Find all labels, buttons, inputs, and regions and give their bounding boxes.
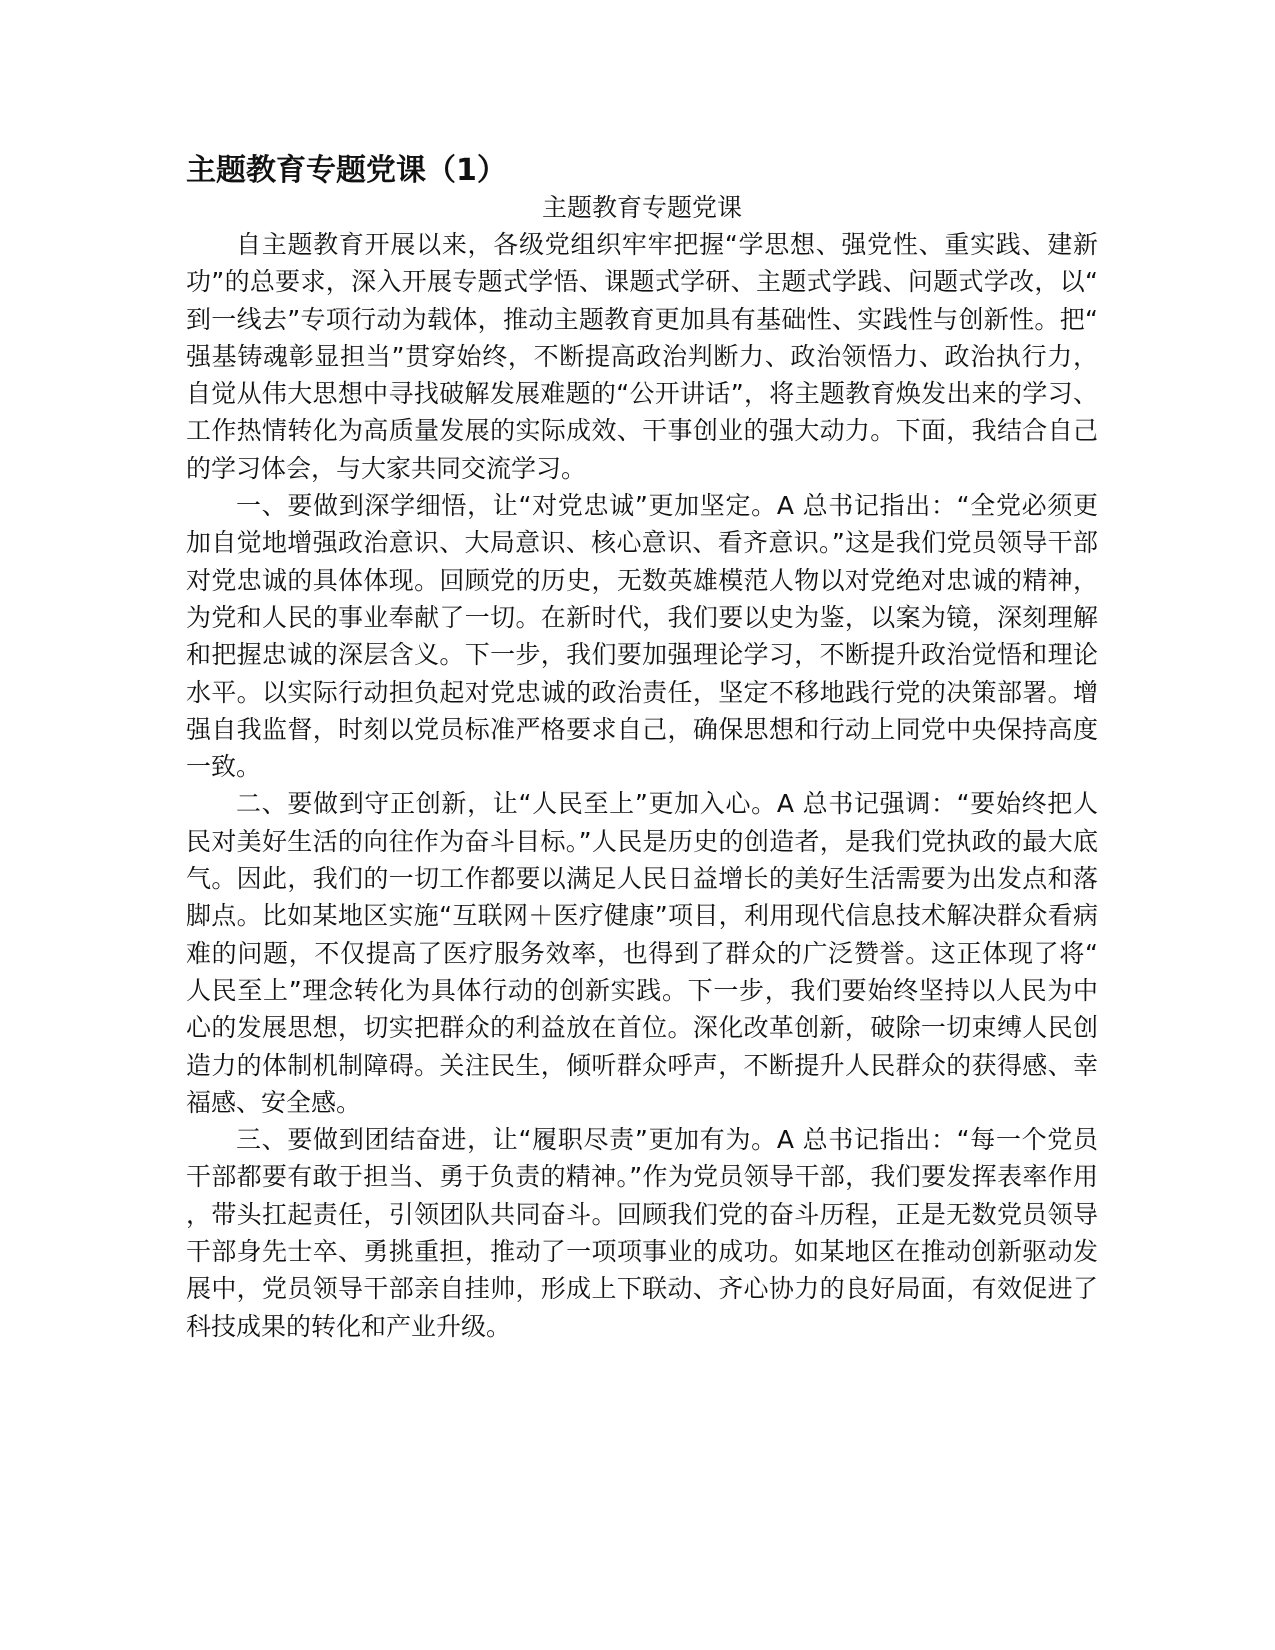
document-subtitle: 主题教育专题党课 <box>541 193 742 222</box>
document-body <box>186 152 1098 1345</box>
paragraph-section-1: 一、要做到深学细悟，让“对党忠诚”更加坚定。A 总书记指出：“全党必须更加自觉地增强政治意识、大局意识、核心意识、看齐意识。”这是我们党员领导干部对党忠诚的具体体现。回顾党的历史，无数英雄模范人物以对党绝对忠诚的精神，为党和人民的事业奉献了一切。在新时代，我们要以史为鉴，以案为镜，深刻理解和把握忠诚的深层含义。下一步，我们要加强理论学习，不断提升政治觉悟和理论水平。以实际行动担负起对党忠诚的政治责任，坚定不移地践行党的决策部署。增强自我监督，时刻以党员标准严格要求自己，确保思想和行动上同党中央保持高度一致。 <box>186 491 1098 782</box>
paragraph-intro: 自主题教育开展以来，各级党组织牢牢把握“学思想、强党性、重实践、建新功”的总要求，深入开展专题式学悟、课题式学研、主题式学践、问题式学改，以“到一线去”专项行动为载体，推动主题教育更加具有基础性、实践性与创新性。把“强基铸魂彰显担当”贯穿始终，不断提高政治判断力、政治领悟力、政治执行力，自觉从伟大思想中寻找破解发展难题的“公开讲话”，将主题教育焕发出来的学习、工作热情转化为高质量发展的实际成效、干事创业的强大动力。下面，我结合自己的学习体会，与大家共同交流学习。 <box>186 230 1098 483</box>
paragraph-section-3: 三、要做到团结奋进，让“履职尽责”更加有为。A 总书记指出：“每一个党员干部都要有敢于担当、勇于负责的精神。”作为党员领导干部，我们要发挥表率作用，带头扛起责任，引领团队共同奋斗。回顾我们党的奋斗历程，正是无数党员领导干部身先士卒、勇挑重担，推动了一项项事业的成功。如某地区在推动创新驱动发展中，党员领导干部亲自挂帅，形成上下联动、齐心协力的良好局面，有效促进了科技成果的转化和产业升级。 <box>186 1125 1098 1341</box>
paragraph-section-2: 二、要做到守正创新，让“人民至上”更加入心。A 总书记强调：“要始终把人民对美好生活的向往作为奋斗目标。”人民是历史的创造者，是我们党执政的最大底气。因此，我们的一切工作都要以满足人民日益增长的美好生活需要为出发点和落脚点。比如某地区实施“互联网＋医疗健康”项目，利用现代信息技术解决群众看病难的问题，不仅提高了医疗服务效率，也得到了群众的广泛赞誉。这正体现了将“人民至上”理念转化为具体行动的创新实践。下一步，我们要始终坚持以人民为中心的发展思想，切实把群众的利益放在首位。深化改革创新，破除一切束缚人民创造力的体制机制障碍。关注民生，倾听群众呼声，不断提升人民群众的获得感、幸福感、安全感。 <box>186 789 1098 1117</box>
document-title: 主题教育专题党课（1） <box>186 153 507 188</box>
